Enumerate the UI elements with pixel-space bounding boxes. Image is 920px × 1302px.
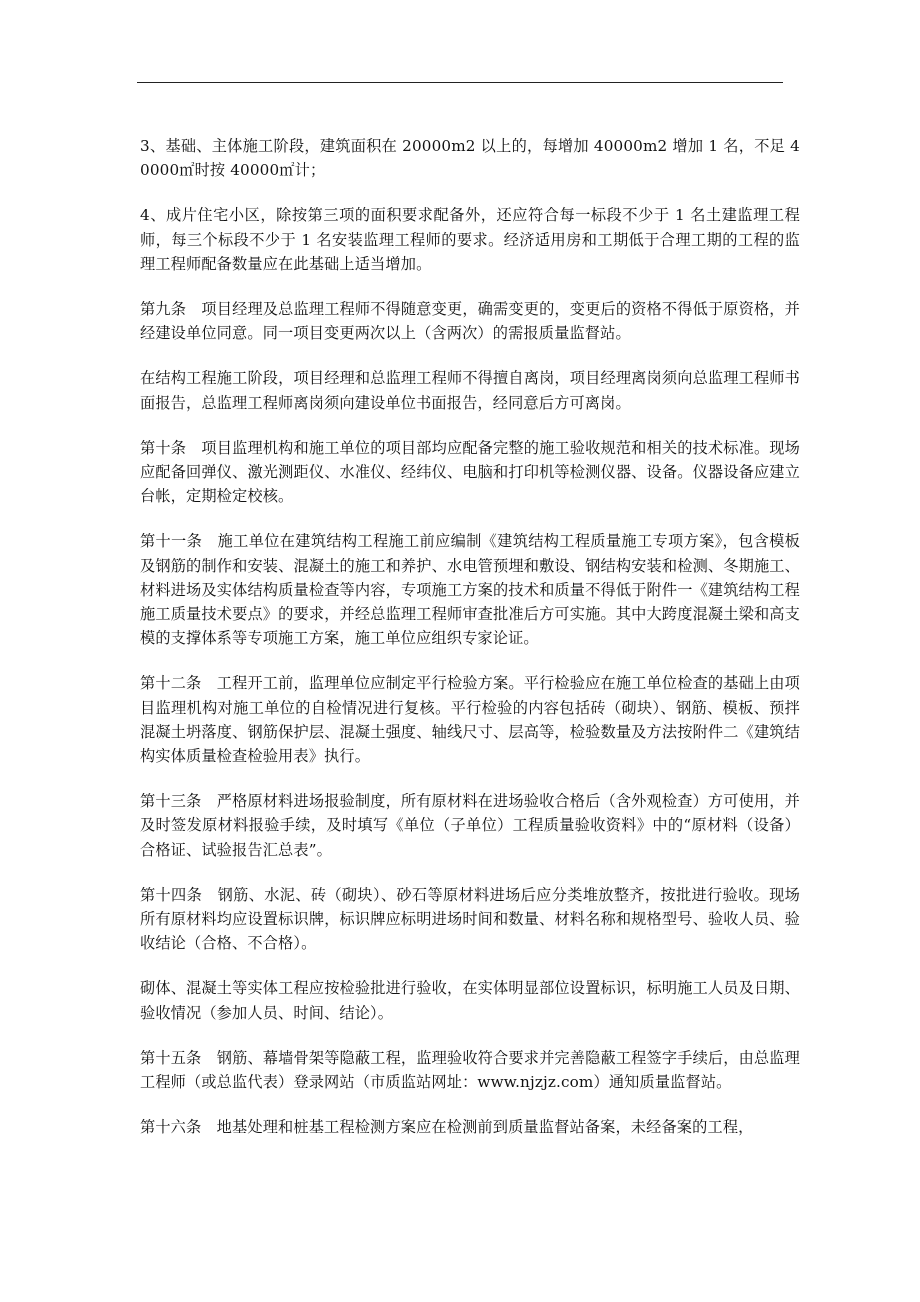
paragraph-article-12: 第十二条 工程开工前，监理单位应制定平行检验方案。平行检验应在施工单位检查的基础上由项目监理机构对施工单位的自检情况进行复核。平行检验的内容包括砖（砌块）、钢筋、模板、预拌混凝土坍落度、钢筋保护层、混凝土强度、轴线尺寸、层高等，检验数量及方法按附件二《建筑结构实体质量检查检验用表》执行。 <box>140 674 800 766</box>
paragraph-article-15: 第十五条 钢筋、幕墙骨架等隐蔽工程，监理验收符合要求并完善隐蔽工程签字手续后，由总监理工程师（或总监代表）登录网站（市质监站网址：www.njzjz.com）通知质量监督站。 <box>140 1048 800 1092</box>
paragraph-clause-4-residential-staffing: 4、成片住宅小区，除按第三项的面积要求配备外，还应符合每一标段不少于 1 名土建监理工程师，每三个标段不少于 1 名安装监理工程师的要求。经济适用房和工期低于合理工期的工程的监理工程师配备数量应在此基础上适当增加。 <box>140 206 800 273</box>
paragraph-article-9: 第九条 项目经理及总监理工程师不得随意变更，确需变更的，变更后的资格不得低于原资格，并经建设单位同意。同一项目变更两次以上（含两次）的需报质量监督站。 <box>140 300 800 343</box>
paragraph-article-14: 第十四条 钢筋、水泥、砖（砌块）、砂石等原材料进场后应分类堆放整齐，按批进行验收。现场所有原材料均应设置标识牌，标识牌应标明进场时间和数量、材料名称和规格型号、验收人员、验收结论（合格、不合格）。 <box>140 885 800 953</box>
paragraph-inspection-batch: 砌体、混凝土等实体工程应按检验批进行验收，在实体明显部位设置标识，标明施工人员及日期、验收情况（参加人员、时间、结论）。 <box>140 979 800 1022</box>
paragraph-article-10: 第十条 项目监理机构和施工单位的项目部均应配备完整的施工验收规范和相关的技术标准。现场应配备回弹仪、激光测距仪、水准仪、经纬仪、电脑和打印机等检测仪器、设备。仪器设备应建立台帐，定期检定校核。 <box>140 438 800 506</box>
paragraph-clause-3-area-staffing: 3、基础、主体施工阶段，建筑面积在 20000m2 以上的，每增加 40000m2 增加 1 名，不足 40000㎡时按 40000㎡计； <box>140 137 800 180</box>
header-rule <box>137 82 783 83</box>
document-body <box>140 134 800 1161</box>
paragraph-article-13: 第十三条 严格原材料进场报验制度，所有原材料在进场验收合格后（含外观检查）方可使用，并及时签发原材料报验手续，及时填写《单位（子单位）工程质量验收资料》中的“原材料（设备）合格证、试验报告汇总表”。 <box>140 792 800 859</box>
paragraph-structural-phase-absence: 在结构工程施工阶段，项目经理和总监理工程师不得擅自离岗，项目经理离岗须向总监理工程师书面报告，总监理工程师离岗须向建设单位书面报告，经同意后方可离岗。 <box>140 369 800 412</box>
paragraph-article-11: 第十一条 施工单位在建筑结构工程施工前应编制《建筑结构工程质量施工专项方案》，包含模板及钢筋的制作和安装、混凝土的施工和养护、水电管预埋和敷设、钢结构安装和检测、冬期施工、材料进场及实体结构质量检查等内容，专项施工方案的技术和质量不得低于附件一《建筑结构工程施工质量技术要点》的要求，并经总监理工程师审查批准后方可实施。其中大跨度混凝土梁和高支模的支撑体系等专项施工方案，施工单位应组织专家论证。 <box>140 532 800 648</box>
paragraph-article-16: 第十六条 地基处理和桩基工程检测方案应在检测前到质量监督站备案，未经备案的工程， <box>140 1118 754 1137</box>
